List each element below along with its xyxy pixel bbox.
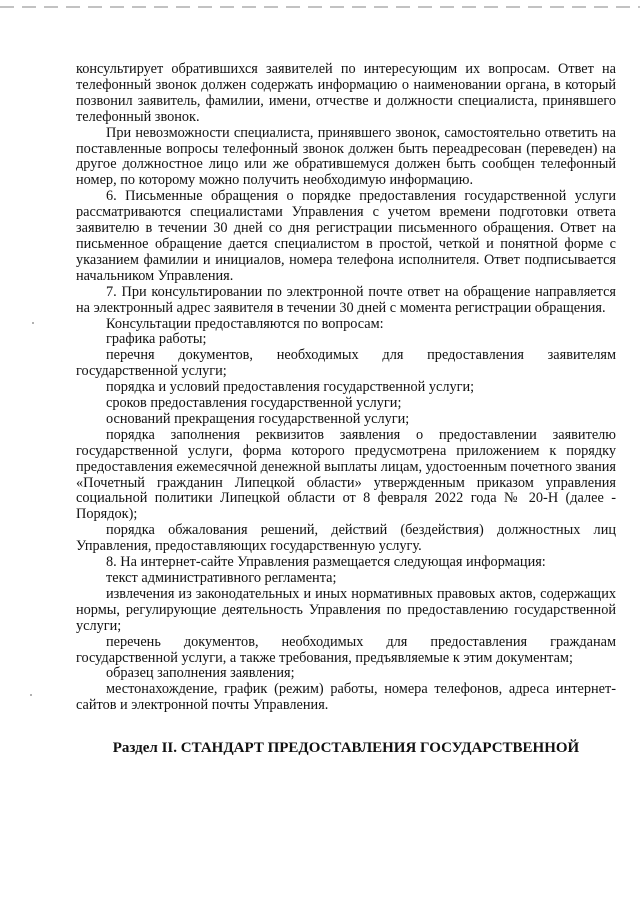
scan-edge-artifact [0, 6, 640, 8]
list-item-terms: сроков предоставления государственной услуги; [106, 395, 402, 412]
list-item-appeals: порядка обжалования решений, действий (бездействия) должностных лиц Управления, предоставляющих государственную услугу. [76, 522, 616, 555]
list-item-work-schedule: графика работы; [106, 331, 207, 348]
list-item-documents-list: перечень документов, необходимых для предоставления гражданам государственной услуги, а также требования, предъявляемые к этим документам; [76, 633, 616, 666]
document-page [76, 62, 616, 757]
paragraph-website-info: 8. На интернет-сайте Управления размещается следующая информация: [106, 554, 546, 571]
list-item-procedure: порядка и условий предоставления государственной услуги; [106, 379, 475, 396]
paragraph-consult-topics-intro: Консультации предоставляются по вопросам: [106, 315, 384, 332]
list-item-form-filling: порядка заполнения реквизитов заявления о предоставлении заявителю государственной услуги, форма которого предусмотрена приложением к порядку предоставления ежемесячной денежной выплаты лицам, удостоенным почетного звания «Почетный гражданин Липецкой области» утвержденным приказом управления социальной политики Липецкой области от 8 февраля 2022 года № 20-Н (далее - Порядок); [76, 426, 616, 523]
list-item-documents: перечня документов, необходимых для предоставления заявителям государственной услуги; [76, 347, 616, 380]
paragraph-redirect-call: При невозможности специалиста, принявшего звонок, самостоятельно ответить на поставленные вопросы телефонный звонок должен быть переадресован (переведен) на другое должностное лицо или же обратившемуся должен быть сообщен телефонный номер, по которому можно получить необходимую информацию. [76, 124, 616, 189]
section-heading: Раздел II. СТАНДАРТ ПРЕДОСТАВЛЕНИЯ ГОСУДАРСТВЕННОЙ [112, 740, 580, 757]
scan-speck [32, 322, 34, 324]
list-item-contacts: местонахождение, график (режим) работы, номера телефонов, адреса интернет-сайтов и электронной почты Управления. [76, 681, 616, 714]
list-item-legal-extracts: извлечения из законодательных и иных нормативных правовых актов, содержащих нормы, регулирующие деятельность Управления по предоставлению государственной услуги; [76, 585, 616, 634]
paragraph-written-requests: 6. Письменные обращения о порядке предоставления государственной услуги рассматриваются специалистами Управления с учетом времени подготовки ответа заявителю в течении 30 дней со дня регистрации письменного обращения. Ответ на письменное обращение дается специалистом в простой, четкой и понятной форме с указанием фамилии и инициалов, номера телефона исполнителя. Ответ подписывается начальником Управления. [76, 188, 616, 284]
scan-speck [30, 694, 32, 696]
paragraph-email-consult: 7. При консультировании по электронной почте ответ на обращение направляется на электронный адрес заявителя в течении 30 дней с момента регистрации обращения. [76, 283, 616, 316]
list-item-termination: оснований прекращения государственной услуги; [106, 410, 410, 427]
list-item-form-sample: образец заполнения заявления; [106, 665, 295, 682]
list-item-regulation-text: текст административного регламента; [106, 570, 337, 586]
paragraph-phone-consult-cont: консультирует обратившихся заявителей по интересующим их вопросам. Ответ на телефонный звонок должен содержать информацию о наименовании органа, в который позвонил заявитель, фамилии, имени, отчестве и должности специалиста, принявшего телефонный звонок. [76, 61, 616, 125]
